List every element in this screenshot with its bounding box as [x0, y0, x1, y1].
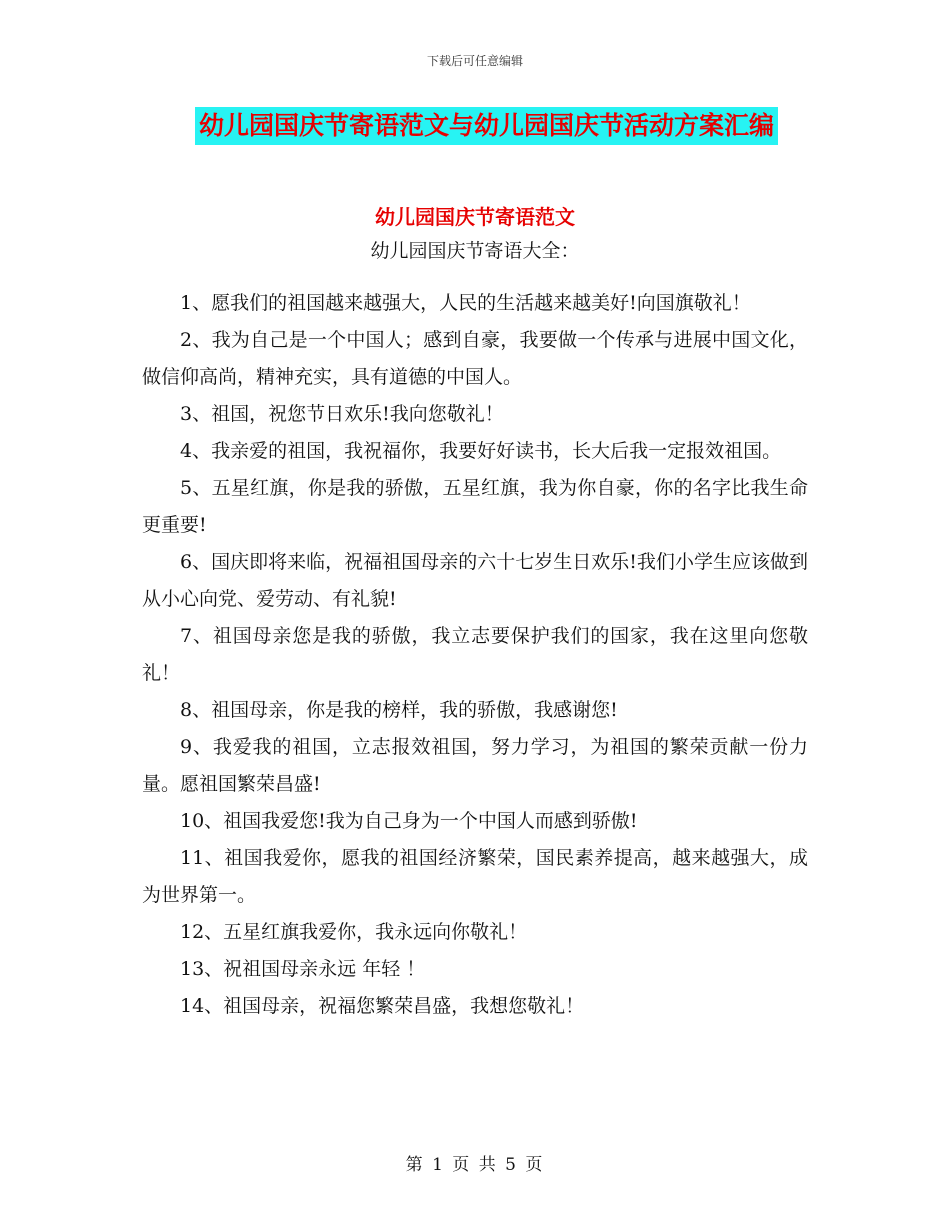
- document-title: 幼儿园国庆节寄语范文与幼儿园国庆节活动方案汇编: [195, 107, 778, 145]
- header-note: 下载后可任意编辑: [426, 54, 523, 68]
- document-body: [142, 240, 808, 1025]
- list-item: 12、五星红旗我爱你，我永远向你敬礼！: [180, 921, 528, 943]
- list-item: 13、祝祖国母亲永远 年轻 ！: [180, 958, 426, 980]
- subtitle: 幼儿园国庆节寄语大全：: [370, 240, 580, 262]
- list-item: 14、祖国母亲，祝福您繁荣昌盛，我想您敬礼！: [180, 995, 585, 1017]
- page-number: 第 1 页 共 5 页: [405, 1155, 545, 1175]
- list-item: 4、我亲爱的祖国，我祝福你，我要好好读书，长大后我一定报效祖国。: [180, 440, 782, 462]
- list-item: 5、五星红旗，你是我的骄傲，五星红旗，我为你自豪，你的名字比我生命更重要!: [142, 477, 808, 536]
- list-item: 7、祖国母亲您是我的骄傲，我立志要保护我们的国家，我在这里向您敬礼！: [142, 625, 808, 684]
- list-item: 3、祖国，祝您节日欢乐!我向您敬礼！: [180, 403, 504, 425]
- list-item: 8、祖国母亲，你是我的榜样，我的骄傲，我感谢您!: [180, 699, 618, 721]
- list-item: 10、祖国我爱您!我为自己身为一个中国人而感到骄傲!: [180, 810, 638, 832]
- list-item: 9、我爱我的祖国，立志报效祖国，努力学习，为祖国的繁荣贡献一份力量。愿祖国繁荣昌盛!: [142, 736, 808, 795]
- list-item: 6、国庆即将来临，祝福祖国母亲的六十七岁生日欢乐!我们小学生应该做到从小心向党、爱劳动、有礼貌!: [142, 551, 808, 610]
- list-item: 2、我为自己是一个中国人；感到自豪，我要做一个传承与进展中国文化，做信仰高尚，精神充实，具有道德的中国人。: [142, 329, 808, 388]
- list-item: 11、祖国我爱你，愿我的祖国经济繁荣，国民素养提高，越来越强大，成为世界第一。: [142, 847, 808, 906]
- section-title: 幼儿园国庆节寄语范文: [375, 205, 575, 229]
- list-item: 1、愿我们的祖国越来越强大，人民的生活越来越美好!向国旗敬礼！: [180, 292, 751, 314]
